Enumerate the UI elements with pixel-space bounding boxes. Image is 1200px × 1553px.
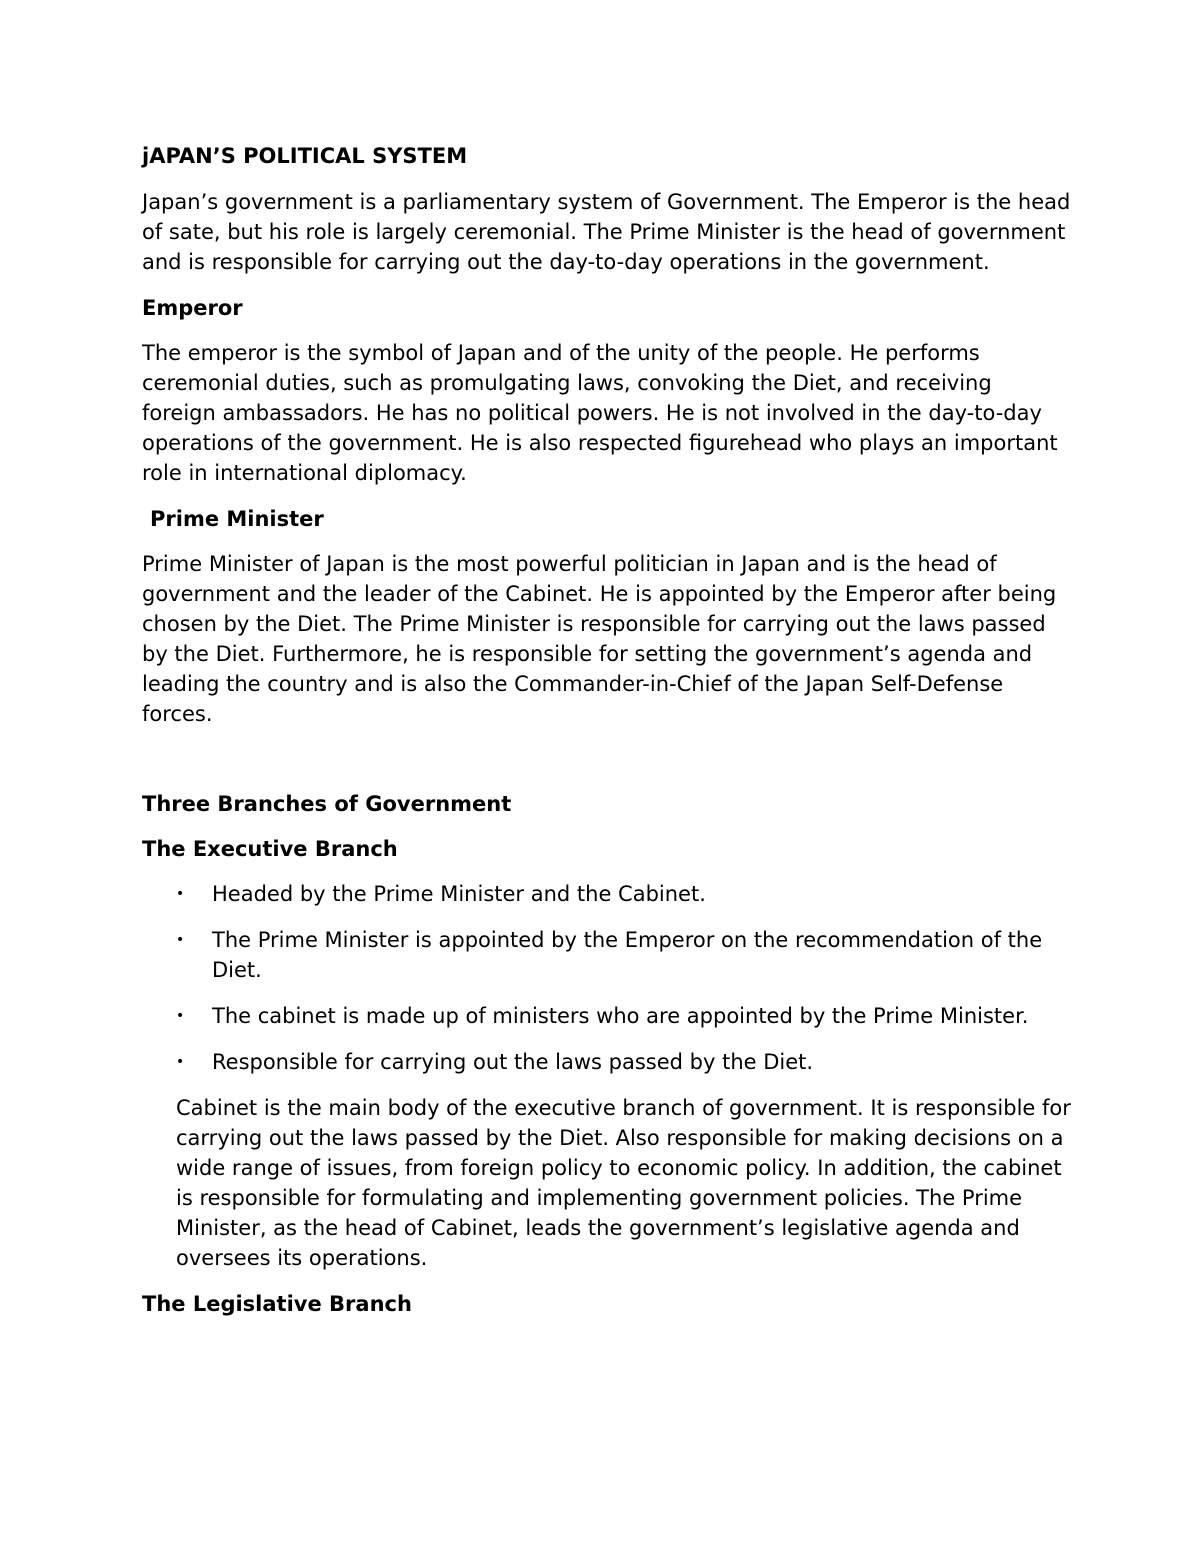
executive-bullet-list bbox=[142, 879, 1072, 1077]
legislative-branch-heading: The Legislative Branch bbox=[142, 1292, 412, 1316]
executive-branch-heading: The Executive Branch bbox=[142, 837, 398, 861]
emperor-paragraph: The emperor is the symbol of Japan and of the unity of the people. He performs ceremonial duties, such as promulgating laws, convoking the Diet, and receiving foreign ambassadors. He has no political powers. He is not involved in the day-to-day operations of the government. He is also respected figurehead who plays an important role in international diplomacy. bbox=[142, 341, 1058, 485]
prime-minister-heading: Prime Minister bbox=[150, 507, 324, 531]
list-item bbox=[142, 925, 1072, 985]
list-item-text: Responsible for carrying out the laws passed by the Diet. bbox=[212, 1050, 814, 1074]
list-item-text: The Prime Minister is appointed by the Emperor on the recommendation of the Diet. bbox=[212, 928, 1043, 982]
three-branches-heading: Three Branches of Government bbox=[142, 792, 512, 816]
document-title: jAPAN’S POLITICAL SYSTEM bbox=[142, 144, 468, 168]
list-item bbox=[142, 879, 1072, 909]
bullet-icon: • bbox=[176, 932, 185, 948]
prime-minister-paragraph: Prime Minister of Japan is the most powerful politician in Japan and is the head of government and the leader of the Cabinet. He is appointed by the Emperor after being chosen by the Diet. The Prime Minister is responsible for carrying out the laws passed by the Diet. Furthermore, he is responsible for setting the government’s agenda and leading the country and is also the Commander-in-Chief of the Japan Self-Defense forces. bbox=[142, 552, 1057, 726]
list-item bbox=[142, 1001, 1072, 1031]
list-item-text: The cabinet is made up of ministers who are appointed by the Prime Minister. bbox=[212, 1004, 1029, 1028]
list-item-text: Headed by the Prime Minister and the Cabinet. bbox=[212, 882, 706, 906]
list-item bbox=[142, 1047, 1072, 1077]
bullet-icon: • bbox=[176, 1054, 185, 1070]
document-page bbox=[142, 138, 1072, 1319]
cabinet-paragraph: Cabinet is the main body of the executive branch of government. It is responsible for carrying out the laws passed by the Diet. Also responsible for making decisions on a wide range of issues, from foreign policy to economic policy. In addition, the cabinet is responsible for formulating and implementing government policies. The Prime Minister, as the head of Cabinet, leads the government’s legislative agenda and oversees its operations. bbox=[176, 1096, 1071, 1270]
bullet-icon: • bbox=[176, 886, 185, 902]
bullet-icon: • bbox=[176, 1008, 185, 1024]
emperor-heading: Emperor bbox=[142, 296, 243, 320]
intro-paragraph: Japan’s government is a parliamentary system of Government. The Emperor is the head of sate, but his role is largely ceremonial. The Prime Minister is the head of government and is responsible for carrying out the day-to-day operations in the government. bbox=[142, 190, 1071, 274]
